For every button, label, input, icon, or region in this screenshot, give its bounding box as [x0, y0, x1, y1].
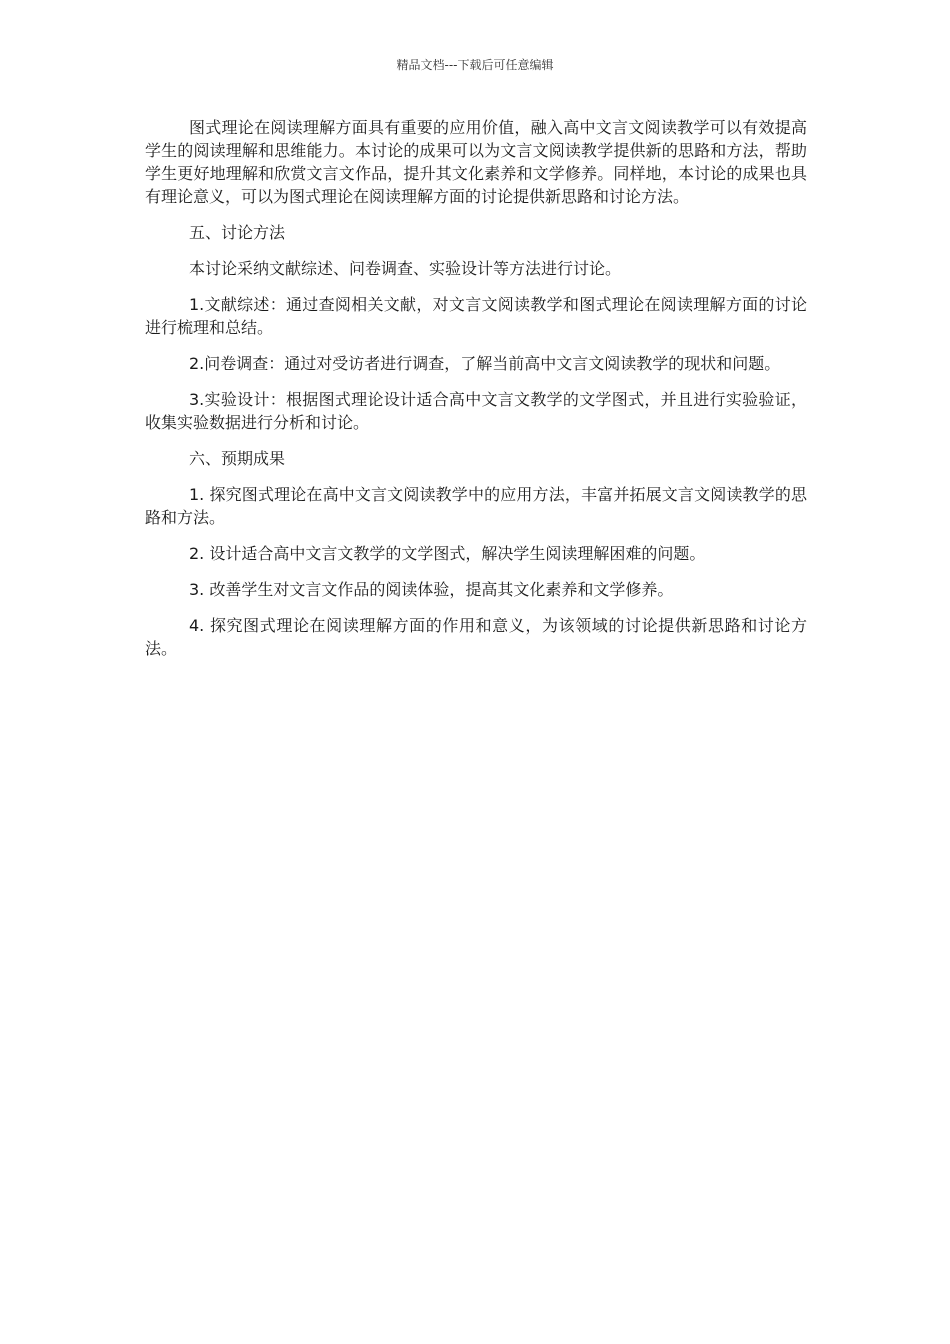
section-heading-expected-results: 六、预期成果 — [189, 449, 286, 468]
result-item-1: 1. 探究图式理论在高中文言文阅读教学中的应用方法，丰富并拓展文言文阅读教学的思路和方法。 — [145, 485, 807, 527]
result-item-3: 3. 改善学生对文言文作品的阅读体验，提高其文化素养和文学修养。 — [189, 580, 674, 599]
method-item-questionnaire: 2.问卷调查：通过对受访者进行调查，了解当前高中文言文阅读教学的现状和问题。 — [189, 354, 781, 373]
paragraph-significance: 图式理论在阅读理解方面具有重要的应用价值，融入高中文言文阅读教学可以有效提高学生的阅读理解和思维能力。本讨论的成果可以为文言文阅读教学提供新的思路和方法，帮助学生更好地理解和欣赏文言文作品，提升其文化素养和文学修养。同样地，本讨论的成果也具有理论意义，可以为图式理论在阅读理解方面的讨论提供新思路和讨论方法。 — [145, 118, 807, 206]
method-item-experiment: 3.实验设计：根据图式理论设计适合高中文言文教学的文学图式，并且进行实验验证，收集实验数据进行分析和讨论。 — [145, 390, 807, 432]
page-header: 精品文档---下载后可任意编辑 — [396, 58, 554, 72]
section-heading-methods: 五、讨论方法 — [189, 223, 286, 242]
result-item-4: 4. 探究图式理论在阅读理解方面的作用和意义，为该领域的讨论提供新思路和讨论方法。 — [145, 616, 807, 658]
result-item-2: 2. 设计适合高中文言文教学的文学图式，解决学生阅读理解困难的问题。 — [189, 544, 706, 563]
method-item-literature-review: 1.文献综述：通过查阅相关文献，对文言文阅读教学和图式理论在阅读理解方面的讨论进行梳理和总结。 — [145, 295, 807, 337]
document-body — [145, 116, 807, 673]
paragraph-methods-intro: 本讨论采纳文献综述、问卷调查、实验设计等方法进行讨论。 — [189, 259, 622, 278]
